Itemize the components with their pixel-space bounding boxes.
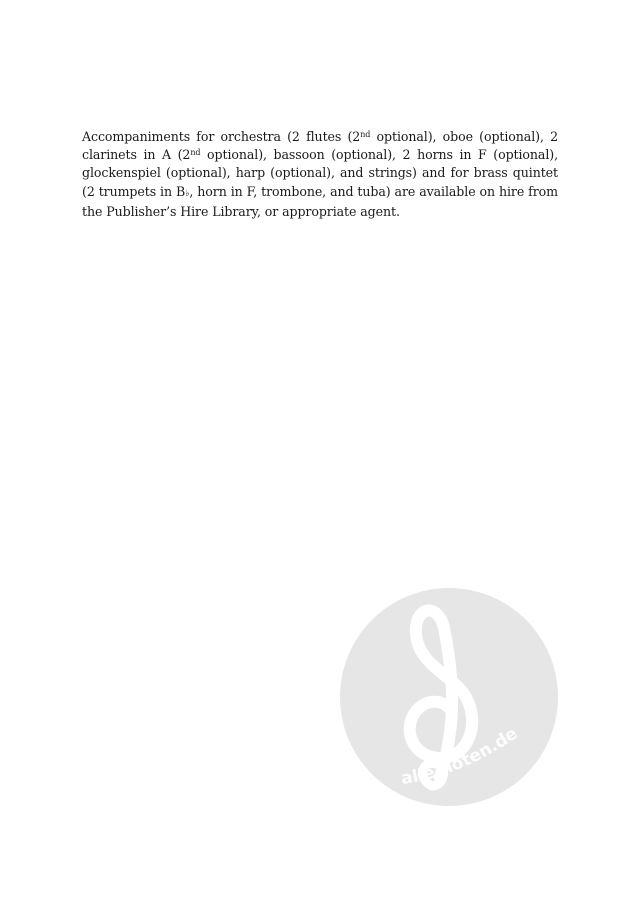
note-text-part-4: , horn in F, trombone, and tuba) are available on hire from the Publisher’s Hire Library, or appropriate agent. bbox=[82, 183, 558, 219]
ordinal-suffix: nd bbox=[360, 130, 371, 139]
ordinal-suffix: nd bbox=[190, 148, 201, 158]
note-text-part-3: optional), bassoon (optional), 2 horns in F (optional), glockenspiel (optional), harp (optional), and strings) and for brass quintet (2 trumpets in B bbox=[82, 147, 558, 199]
note-text-part-2: optional), oboe (optional), 2 clarinets in A (2 bbox=[82, 129, 559, 163]
hire-library-note bbox=[82, 128, 558, 221]
note-text-part-1: Accompaniments for orchestra (2 flutes (2 bbox=[82, 129, 361, 144]
flat-sign: ♭ bbox=[185, 188, 190, 199]
watermark-text-path: alle-noten.de bbox=[399, 723, 522, 790]
watermark-logo bbox=[340, 588, 558, 806]
